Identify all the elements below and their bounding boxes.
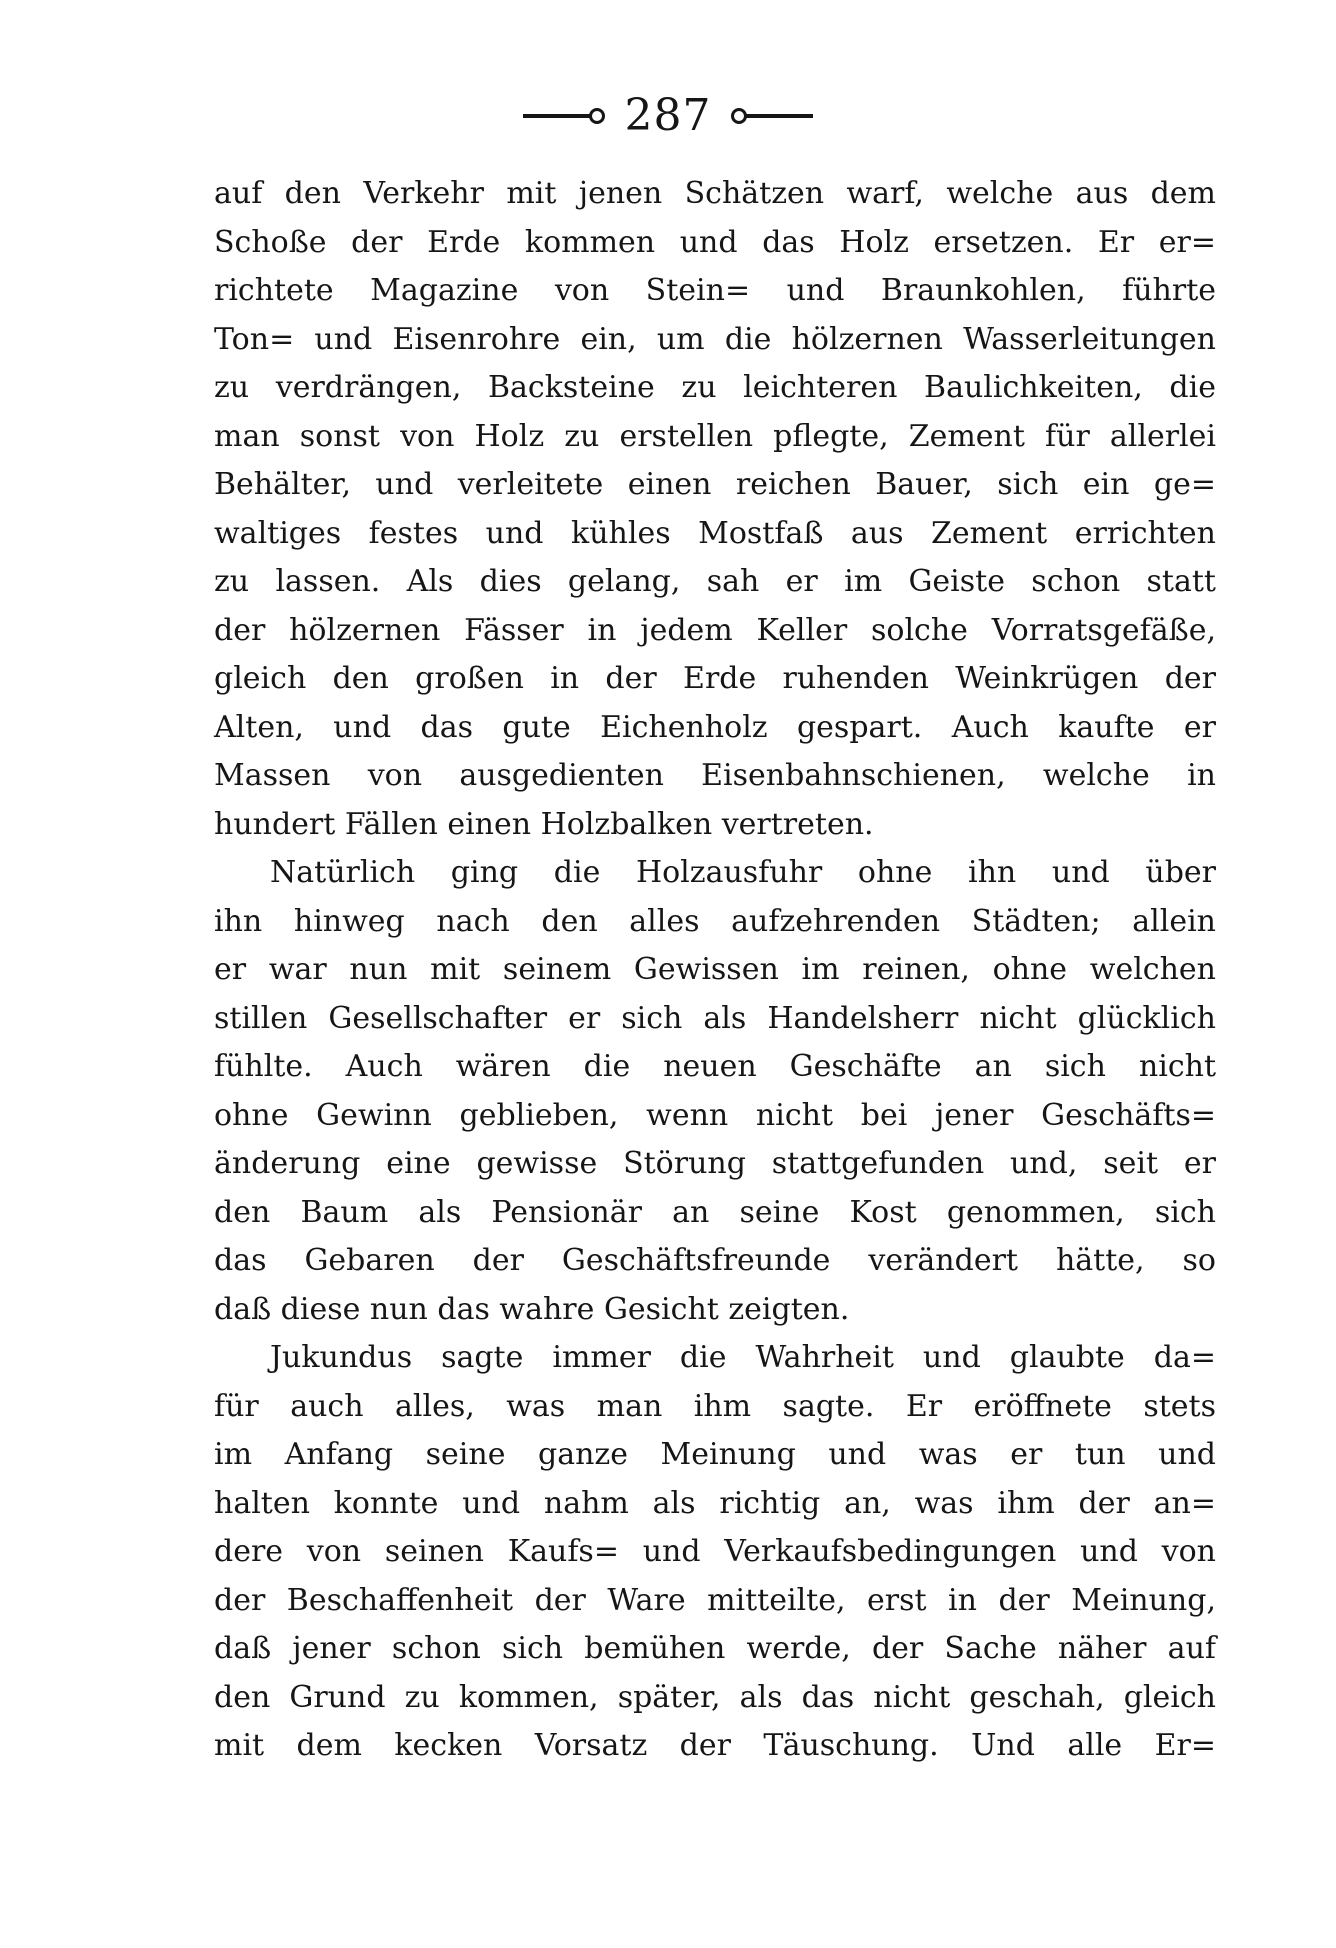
text-line: daß diese nun das wahre Gesicht zeigten. xyxy=(214,1291,850,1327)
page-number: 287 xyxy=(624,90,712,141)
text-line: halten konnte und nahm als richtig an, was ihm der an= xyxy=(214,1485,1216,1521)
text-line: Behälter, und verleitete einen reichen Bauer, sich ein ge= xyxy=(214,467,1216,502)
text-line: dere von seinen Kaufs= und Verkaufsbedingungen und von xyxy=(214,1534,1216,1569)
text-line: zu lassen. Als dies gelang, sah er im Geiste schon statt xyxy=(214,564,1216,599)
text-line: zu verdrängen, Backsteine zu leichteren Baulichkeiten, die xyxy=(214,370,1216,405)
page-header xyxy=(0,86,1336,146)
text-line: Schoße der Erde kommen und das Holz ersetzen. Er er= xyxy=(214,224,1216,260)
text-line: mit dem kecken Vorsatz der Täuschung. Und alle Er= xyxy=(214,1728,1216,1763)
text-line: daß jener schon sich bemühen werde, der Sache näher auf xyxy=(214,1631,1216,1666)
text-line: waltiges festes und kühles Mostfaß aus Zement errichten xyxy=(214,515,1216,551)
text-line: gleich den großen in der Erde ruhenden Weinkrügen der xyxy=(214,661,1216,696)
body-text xyxy=(214,170,1216,1771)
paragraph xyxy=(214,170,1216,849)
text-line: man sonst von Holz zu erstellen pflegte, Zement für allerlei xyxy=(214,418,1216,454)
text-line: Ton= und Eisenrohre ein, um die hölzernen Wasserleitungen xyxy=(214,321,1216,357)
text-line: das Gebaren der Geschäftsfreunde verändert hätte, so xyxy=(214,1243,1216,1278)
text-line: Jukundus sagte immer die Wahrheit und glaubte da= xyxy=(270,1340,1216,1375)
header-ornament-right xyxy=(741,114,813,118)
text-line: Natürlich ging die Holzausfuhr ohne ihn und über xyxy=(270,855,1216,890)
text-line: er war nun mit seinem Gewissen im reinen, ohne welchen xyxy=(214,952,1216,987)
text-line: auf den Verkehr mit jenen Schätzen warf, welche aus dem xyxy=(214,176,1216,211)
text-line: der Beschaffenheit der Ware mitteilte, erst in der Meinung, xyxy=(214,1582,1216,1618)
text-line: der hölzernen Fässer in jedem Keller solche Vorratsgefäße, xyxy=(214,612,1216,648)
text-line: richtete Magazine von Stein= und Braunkohlen, führte xyxy=(214,273,1216,308)
text-line: den Baum als Pensionär an seine Kost genommen, sich xyxy=(214,1194,1216,1230)
text-line: änderung eine gewisse Störung stattgefunden und, seit er xyxy=(214,1146,1216,1181)
text-line: ihn hinweg nach den alles aufzehrenden Städten; allein xyxy=(214,903,1216,939)
text-line: ohne Gewinn geblieben, wenn nicht bei jener Geschäfts= xyxy=(214,1097,1216,1133)
text-line: Alten, und das gute Eichenholz gespart. Auch kaufte er xyxy=(214,709,1216,745)
paragraph xyxy=(214,1334,1216,1771)
paragraph xyxy=(214,849,1216,1334)
text-line: hundert Fällen einen Holzbalken vertreten. xyxy=(214,806,874,842)
text-line: den Grund zu kommen, später, als das nicht geschah, gleich xyxy=(214,1679,1216,1715)
text-line: für auch alles, was man ihm sagte. Er eröffnete stets xyxy=(214,1388,1216,1424)
text-line: fühlte. Auch wären die neuen Geschäfte an sich nicht xyxy=(214,1049,1216,1084)
header-ornament-left xyxy=(523,114,595,118)
text-line: stillen Gesellschafter er sich als Handelsherr nicht glücklich xyxy=(214,1000,1216,1036)
text-line: im Anfang seine ganze Meinung und was er tun und xyxy=(214,1437,1216,1472)
text-line: Massen von ausgedienten Eisenbahnschienen, welche in xyxy=(214,758,1216,793)
